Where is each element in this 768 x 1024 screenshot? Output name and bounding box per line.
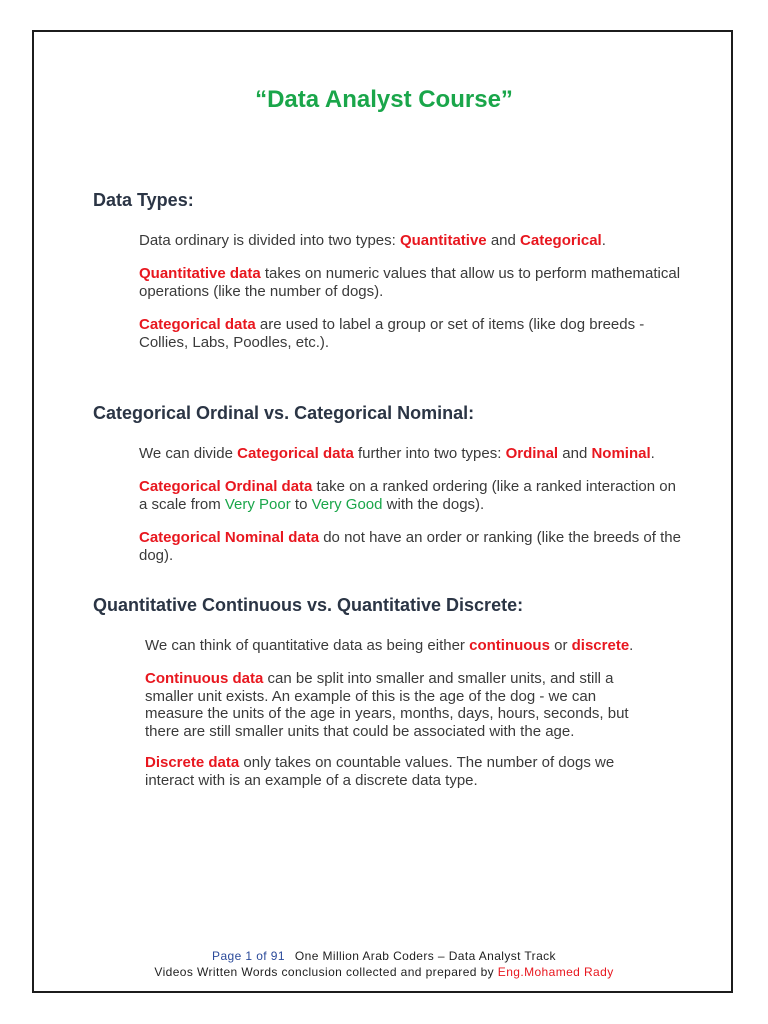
- highlight-discrete: discrete: [571, 637, 630, 654]
- footer-line-1: [0, 949, 768, 963]
- highlight-very-poor: Very Poor: [224, 495, 291, 513]
- footer-credit: Videos Written Words conclusion collected and prepared by: [154, 965, 498, 979]
- text: or: [549, 637, 572, 654]
- highlight-discrete-data: Discrete data: [145, 754, 240, 771]
- paragraph-categorical-data: [139, 316, 684, 351]
- highlight-categorical-ordinal-data: Categorical Ordinal data: [139, 478, 313, 495]
- section-heading-categorical: Categorical Ordinal vs. Categorical Nominal:: [93, 403, 475, 423]
- paragraph-quantitative-data: [139, 265, 684, 300]
- highlight-continuous-data: Continuous data: [145, 670, 264, 687]
- highlight-quantitative: Quantitative: [399, 232, 487, 249]
- paragraph-data-types-intro: [139, 232, 684, 250]
- text: do not have an order or ranking (like the breeds of the dog).: [139, 529, 681, 564]
- highlight-categorical-data: Categorical data: [139, 316, 256, 333]
- text: We can think of quantitative data as being either: [145, 637, 470, 654]
- highlight-very-good: Very Good: [311, 495, 383, 513]
- footer-line-2: [0, 965, 768, 979]
- text: .: [601, 232, 606, 249]
- text: can be split into smaller and smaller units, and still a smaller unit exists. An example of this is the age of the dog - we can measure the units of the age in years, months, days, hours, seconds, but there are still smaller units that could be associated with the age.: [145, 670, 629, 740]
- text: and: [558, 445, 592, 462]
- text: We can divide: [139, 445, 238, 462]
- text: .: [629, 637, 634, 654]
- text: with the dogs).: [382, 495, 485, 513]
- paragraph-ordinal-data: [139, 478, 684, 513]
- text: take on a ranked ordering (like a ranked interaction on a scale from: [139, 478, 676, 513]
- paragraph-continuous-data: [145, 670, 635, 740]
- text: takes on numeric values that allow us to perform mathematical operations (like the number of dogs).: [139, 265, 681, 300]
- highlight-categorical-data: Categorical data: [237, 445, 354, 462]
- text: and: [486, 232, 521, 249]
- text: further into two types:: [353, 445, 506, 462]
- page-number: Page 1 of 91: [212, 949, 285, 963]
- highlight-categorical: Categorical: [520, 232, 602, 249]
- text: to: [290, 495, 312, 513]
- footer-author: Eng.Mohamed Rady: [497, 965, 614, 979]
- section-heading-data-types: Data Types:: [93, 190, 194, 210]
- text: .: [650, 445, 655, 462]
- paragraph-nominal-data: [139, 529, 684, 564]
- footer-track: One Million Arab Coders – Data Analyst Track: [294, 949, 556, 963]
- text: only takes on countable values. The number of dogs we interact with is an example of a discrete data type.: [145, 754, 615, 789]
- document-title: “Data Analyst Course”: [255, 86, 513, 113]
- text: Data ordinary is divided into two types:: [139, 232, 400, 249]
- highlight-ordinal: Ordinal: [505, 445, 559, 462]
- highlight-continuous: continuous: [469, 637, 550, 654]
- text: are used to label a group or set of items (like dog breeds - Collies, Labs, Poodles, etc.).: [139, 316, 645, 351]
- paragraph-quantitative-intro: [145, 637, 690, 655]
- highlight-quantitative-data: Quantitative data: [139, 265, 261, 282]
- highlight-categorical-nominal-data: Categorical Nominal data: [139, 529, 320, 546]
- paragraph-categorical-intro: [139, 445, 684, 463]
- section-heading-quantitative: Quantitative Continuous vs. Quantitative Discrete:: [93, 595, 524, 615]
- highlight-nominal: Nominal: [591, 445, 651, 462]
- paragraph-discrete-data: [145, 754, 635, 789]
